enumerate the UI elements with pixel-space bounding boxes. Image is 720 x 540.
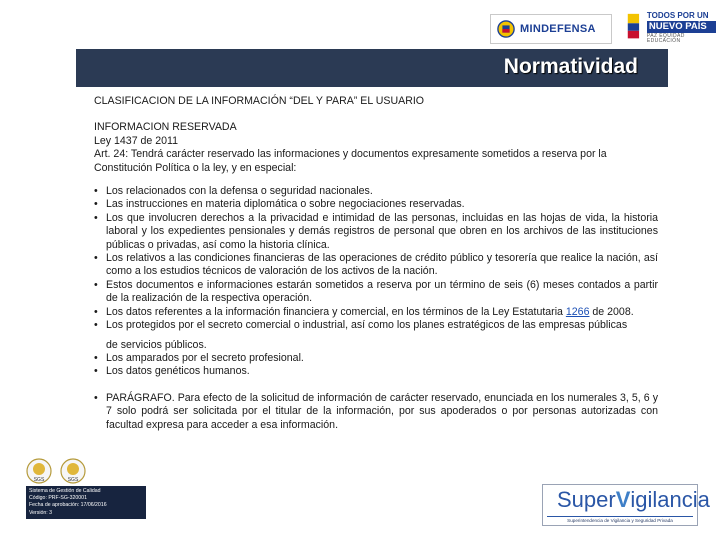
- bullet-icon: •: [94, 391, 98, 404]
- financial-item-prefix: Los datos referentes a la información financiera y comercial, en los términos de la Ley Estatutaria: [106, 305, 566, 318]
- list-item-text: Los amparados por el secreto profesional.: [106, 351, 304, 364]
- bullet-icon: •: [94, 198, 98, 211]
- list-item-text: Los protegidos por el secreto comercial o industrial, así como los planes estratégicos de las empresas públicas: [106, 319, 628, 332]
- bullet-icon: •: [94, 185, 98, 198]
- bullet-icon: •: [94, 278, 98, 291]
- quality-system-box: [26, 486, 146, 519]
- list-item: [94, 306, 658, 319]
- supervigilancia-subtitle: Superintendencia de Vigilancia y Seguridad Privada: [547, 516, 693, 523]
- bullet-icon: •: [94, 319, 98, 332]
- sgs-seal-icon: [60, 458, 86, 484]
- sgs-seal-icon: [26, 458, 52, 484]
- flag-mark-icon: [624, 11, 643, 45]
- quality-line: Fecha de aprobación: 17/06/2016: [29, 502, 107, 509]
- list-item-text: Los relativos a las condiciones financieras de las operaciones de crédito público y tesorería que realice la nación, así como a los estudios técnicos de valoración de los activos de la nación.: [106, 252, 658, 278]
- bullet-icon: •: [94, 351, 98, 364]
- financial-item-suffix: de 2008.: [589, 305, 634, 318]
- country-logo-line3: PAZ EQUIDAD EDUCACIÓN: [646, 32, 685, 44]
- supervigilancia-logo: [542, 484, 710, 526]
- seal-label: SGS: [67, 477, 79, 483]
- list-item-text: Los que involucren derechos a la privacidad e intimidad de las personas, incluidas en las hojas de vida, la historia laboral y los expedientes pensionales y demás registros de personal que obren en los archivos de las instituciones públicas o privadas, así como la historia clínica.: [106, 211, 658, 251]
- todos-por-un-nuevo-pais-logo: [624, 8, 716, 48]
- title-bar: [76, 49, 668, 87]
- paragrafo-item: [94, 392, 658, 432]
- logo-part-a: Super: [557, 487, 616, 512]
- reserved-info-list: [94, 185, 658, 379]
- list-item-text: Estos documentos e informaciones estarán sometidos a reserva por un término de seis (6) meses contados a partir de la realización de la respectiva operación.: [106, 278, 658, 305]
- quality-line: Sistema de Gestión de Calidad: [29, 488, 101, 494]
- logo-part-b: V: [615, 487, 631, 512]
- logo-part-c: igilancia: [630, 487, 710, 512]
- list-item-text: de servicios públicos.: [106, 338, 207, 351]
- list-item-text: Los relacionados con la defensa o seguridad nacionales.: [106, 185, 373, 198]
- article-text: Art. 24: Tendrá carácter reservado las informaciones y documentos expresamente sometidos a reserva por la Constitución Política o la ley, y en especial:: [94, 148, 607, 174]
- supervigilancia-name: [557, 487, 710, 513]
- bullet-icon: •: [94, 252, 98, 265]
- document-content: [94, 95, 658, 432]
- country-logo-line1: TODOS POR UN: [646, 11, 709, 21]
- paragrafo-text: PARÁGRAFO. Para efecto de la solicitud de información de carácter reservado, enunciada en los numerales 3, 5, 6 y 7 solo podrá ser solicitada por el titular de la información, por sus apoderados o por personas autorizadas con facultad expresa para acceder a esa información.: [106, 391, 658, 431]
- page-title: Normatividad: [503, 55, 638, 78]
- list-item: [94, 352, 658, 365]
- seal-label: SGS: [33, 477, 45, 483]
- law-reference: Ley 1437 de 2011: [94, 134, 179, 147]
- list-item: [94, 365, 658, 378]
- quality-line: Versión: 3: [29, 509, 53, 516]
- quality-line: Código: PRF-SG-320001: [29, 495, 87, 502]
- list-item-text: Las instrucciones en materia diplomática o sobre negociaciones reservadas.: [106, 198, 465, 211]
- paragraph-list: [94, 392, 658, 432]
- list-item: [94, 319, 658, 332]
- document-heading: CLASIFICACION DE LA INFORMACIÓN “DEL Y PARA” EL USUARIO: [94, 95, 425, 107]
- certification-seals: [26, 458, 86, 484]
- list-item: [94, 212, 658, 252]
- country-logo-line2: NUEVO PAÍS: [647, 21, 716, 33]
- list-item: [94, 185, 658, 198]
- ley-1266-link[interactable]: 1266: [565, 305, 590, 318]
- list-item: [94, 279, 658, 306]
- mindefensa-logo-text: MINDEFENSA: [520, 23, 596, 35]
- bullet-icon: •: [94, 305, 98, 318]
- section-title: INFORMACION RESERVADA: [94, 121, 237, 134]
- list-item-continuation: [94, 339, 658, 352]
- mindefensa-logo: [490, 14, 612, 44]
- list-item-text: Los datos genéticos humanos.: [106, 365, 250, 378]
- list-item: [94, 198, 658, 211]
- bullet-icon: •: [94, 211, 98, 224]
- list-item: [94, 252, 658, 279]
- bullet-icon: •: [94, 365, 98, 378]
- colombia-shield-icon: [497, 20, 515, 38]
